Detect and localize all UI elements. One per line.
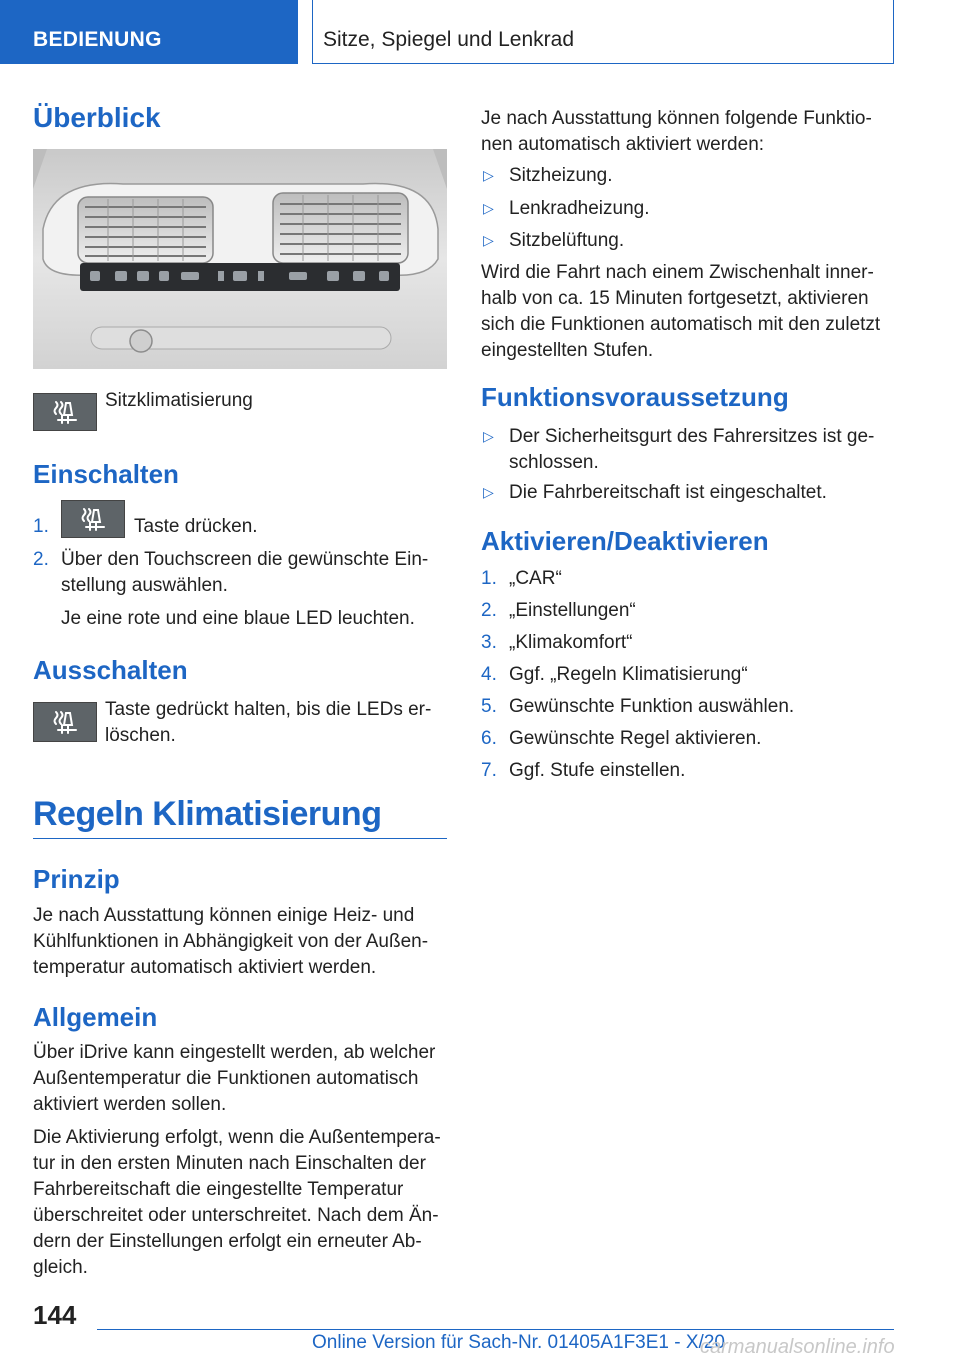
- step-note: Je eine rote und eine blaue LED leuchten.: [61, 608, 415, 629]
- allgemein-line: tur in den ersten Minuten nach Einschalten der: [33, 1153, 426, 1174]
- step-text: Ggf. Stufe einstellen.: [509, 760, 686, 781]
- step-number: 6.: [481, 728, 497, 749]
- bullet-item: Sitzbelüftung.: [509, 230, 625, 251]
- step-number: 3.: [481, 632, 497, 653]
- step-number: 1.: [481, 568, 497, 589]
- header-section-tab: [0, 0, 298, 64]
- climate-panel-photo: [33, 149, 447, 369]
- triangle-bullet-icon: ▷: [483, 232, 494, 248]
- allgemein-line: überschreitet oder unterschreitet. Nach dem Än-: [33, 1205, 439, 1226]
- bullet-item-line: Der Sicherheitsgurt des Fahrersitzes ist ge-: [509, 426, 875, 447]
- para-line: halb von ca. 15 Minuten fortgesetzt, aktivieren: [481, 288, 869, 309]
- climate-panel-illustration: [33, 149, 447, 369]
- intro-line: Je nach Ausstattung können folgende Funktio-: [481, 108, 872, 129]
- triangle-bullet-icon: ▷: [483, 200, 494, 216]
- heading-regeln-klimatisierung: Regeln Klimatisierung: [33, 795, 382, 833]
- step-text: „Klimakomfort“: [509, 632, 633, 653]
- step-text: Gewünschte Regel aktivieren.: [509, 728, 762, 749]
- step-text-line: stellung auswählen.: [61, 575, 228, 596]
- header-chapter: Sitze, Spiegel und Lenkrad: [323, 28, 575, 51]
- heading-einschalten: Einschalten: [33, 459, 179, 489]
- step-text: „Einstellungen“: [509, 600, 636, 621]
- seat-climate-icon-glyph: [50, 398, 80, 426]
- step-number: 1.: [33, 516, 49, 537]
- step-number: 5.: [481, 696, 497, 717]
- allgemein-line: Außentemperatur die Funktionen automatisch: [33, 1068, 419, 1089]
- step-text: Taste drücken.: [134, 516, 258, 537]
- heading-ausschalten: Ausschalten: [33, 655, 188, 685]
- bullet-item-line: schlossen.: [509, 452, 599, 473]
- triangle-bullet-icon: ▷: [483, 484, 494, 500]
- seat-climate-icon: [61, 500, 125, 538]
- allgemein-line: Über iDrive kann eingestellt werden, ab welcher: [33, 1042, 436, 1063]
- para-line: Wird die Fahrt nach einem Zwischenhalt inner-: [481, 262, 874, 283]
- triangle-bullet-icon: ▷: [483, 428, 494, 444]
- prinzip-line: Je nach Ausstattung können einige Heiz- und: [33, 905, 415, 926]
- footer-online-version: Online Version für Sach-Nr. 01405A1F3E1 - X/20: [312, 1332, 725, 1353]
- allgemein-line: gleich.: [33, 1257, 88, 1278]
- step-text: Ggf. „Regeln Klimatisierung“: [509, 664, 748, 685]
- step-text: „CAR“: [509, 568, 562, 589]
- bullet-item-line: Die Fahrbereitschaft ist eingeschaltet.: [509, 482, 827, 503]
- triangle-bullet-icon: ▷: [483, 167, 494, 183]
- step-number: 2.: [33, 549, 49, 570]
- seat-climate-icon: [33, 702, 97, 742]
- icon-caption: Sitzklimatisierung: [105, 390, 253, 411]
- heading-ueberblick: Überblick: [33, 102, 161, 133]
- bullet-item: Sitzheizung.: [509, 165, 613, 186]
- seat-climate-icon-glyph: [78, 505, 108, 533]
- seat-climate-icon-glyph: [50, 708, 80, 736]
- bullet-item: Lenkradheizung.: [509, 198, 650, 219]
- para-line: sich die Funktionen automatisch mit den zuletzt: [481, 314, 881, 335]
- prinzip-line: Kühlfunktionen in Abhängigkeit von der Außen-: [33, 931, 429, 952]
- allgemein-line: aktiviert werden sollen.: [33, 1094, 227, 1115]
- header-chapter-box: [312, 0, 894, 64]
- section-rule: [33, 838, 447, 839]
- prinzip-line: temperatur automatisch aktiviert werden.: [33, 957, 377, 978]
- step-number: 7.: [481, 760, 497, 781]
- footer-watermark: carmanualsonline.info: [700, 1336, 895, 1358]
- para-line: eingestellten Stufen.: [481, 340, 654, 361]
- allgemein-line: Die Aktivierung erfolgt, wenn die Außentempera-: [33, 1127, 441, 1148]
- ausschalten-text-line: Taste gedrückt halten, bis die LEDs er-: [105, 699, 432, 720]
- allgemein-line: dern der Einstellungen erfolgt ein erneuter Ab-: [33, 1231, 422, 1252]
- intro-line: nen automatisch aktiviert werden:: [481, 134, 765, 155]
- step-number: 2.: [481, 600, 497, 621]
- allgemein-line: Fahrbereitschaft die eingestellte Temperatur: [33, 1179, 404, 1200]
- heading-aktivieren-deaktivieren: Aktivieren/Deaktivieren: [481, 526, 769, 556]
- heading-prinzip: Prinzip: [33, 864, 120, 894]
- heading-funktionsvoraussetzung: Funktionsvoraussetzung: [481, 382, 789, 412]
- heading-allgemein: Allgemein: [33, 1002, 158, 1032]
- page-number: 144: [33, 1300, 77, 1330]
- ausschalten-text-line: löschen.: [105, 725, 176, 746]
- seat-climate-icon: [33, 393, 97, 431]
- header-section: BEDIENUNG: [33, 28, 162, 51]
- step-text: Gewünschte Funktion auswählen.: [509, 696, 795, 717]
- step-text-line: Über den Touchscreen die gewünschte Ein-: [61, 549, 429, 570]
- step-number: 4.: [481, 664, 497, 685]
- footer-rule: [97, 1329, 894, 1330]
